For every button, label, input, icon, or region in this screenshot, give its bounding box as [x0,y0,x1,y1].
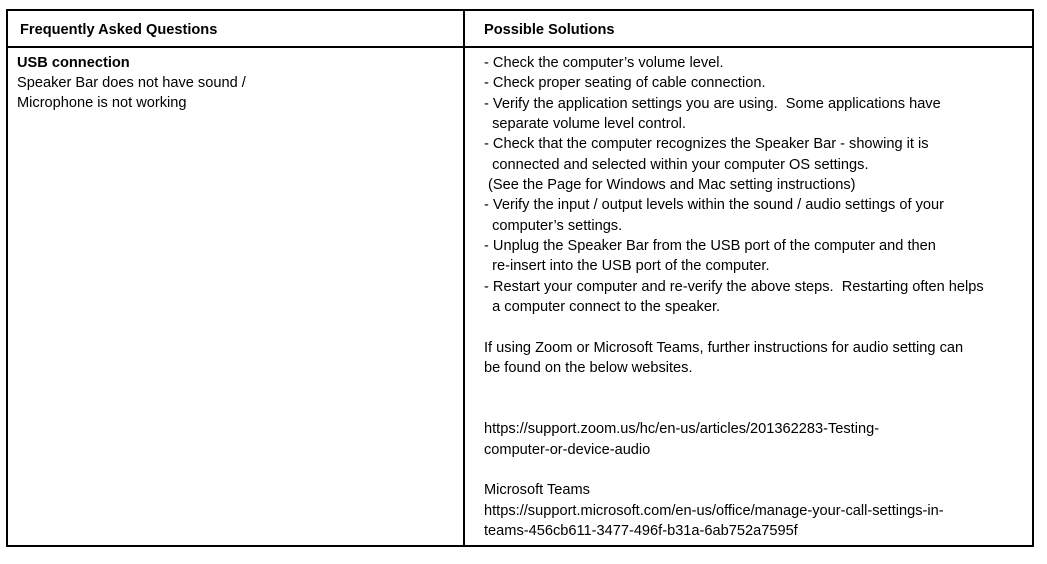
spacer [484,460,1029,480]
solution-step: connected and selected within your computer OS settings. [484,156,869,173]
question-line: Speaker Bar does not have sound / [17,75,246,91]
question-line: Microphone is not working [17,95,187,111]
faq-table [6,9,1034,547]
teams-label: Microsoft Teams [484,482,590,499]
question-cell [17,53,246,113]
solution-step: - Restart your computer and re-verify the above steps. Restarting often helps [484,278,984,295]
header-solutions: Possible Solutions [484,22,615,38]
solution-step: - Check that the computer recognizes the Speaker Bar - showing it is [484,136,929,153]
solution-step: - Check the computer’s volume level. [484,55,724,71]
note-line: be found on the below websites. [484,360,693,377]
solution-step: - Verify the input / output levels within the sound / audio settings of your [484,197,944,214]
spacer [484,379,1029,399]
solution-cell [484,53,1029,541]
spacer [484,317,1029,337]
column-divider [463,11,465,545]
solution-step: - Unplug the Speaker Bar from the USB port of the computer and then [484,238,936,255]
solution-step: computer’s settings. [484,217,623,234]
solution-step: a computer connect to the speaker. [484,299,721,316]
teams-link-line[interactable]: teams-456cb611-3477-496f-b31a-6ab752a7595f [484,522,798,539]
teams-link-line[interactable]: https://support.microsoft.com/en-us/office/manage-your-call-settings-in- [484,502,944,519]
question-title: USB connection [17,55,130,71]
solution-step: - Check proper seating of cable connection. [484,75,766,92]
note-line: If using Zoom or Microsoft Teams, further instructions for audio setting can [484,339,964,356]
solution-step: separate volume level control. [484,116,686,133]
header-divider [8,46,1032,48]
solution-step: (See the Page for Windows and Mac setting instructions) [484,177,856,194]
solution-step: re-insert into the USB port of the computer. [484,258,770,275]
spacer [484,399,1029,419]
solution-step: - Verify the application settings you are using. Some applications have [484,95,941,112]
zoom-link-line[interactable]: https://support.zoom.us/hc/en-us/articles/201362283-Testing- [484,421,880,438]
zoom-link-line[interactable]: computer-or-device-audio [484,441,651,458]
header-questions: Frequently Asked Questions [20,22,218,38]
